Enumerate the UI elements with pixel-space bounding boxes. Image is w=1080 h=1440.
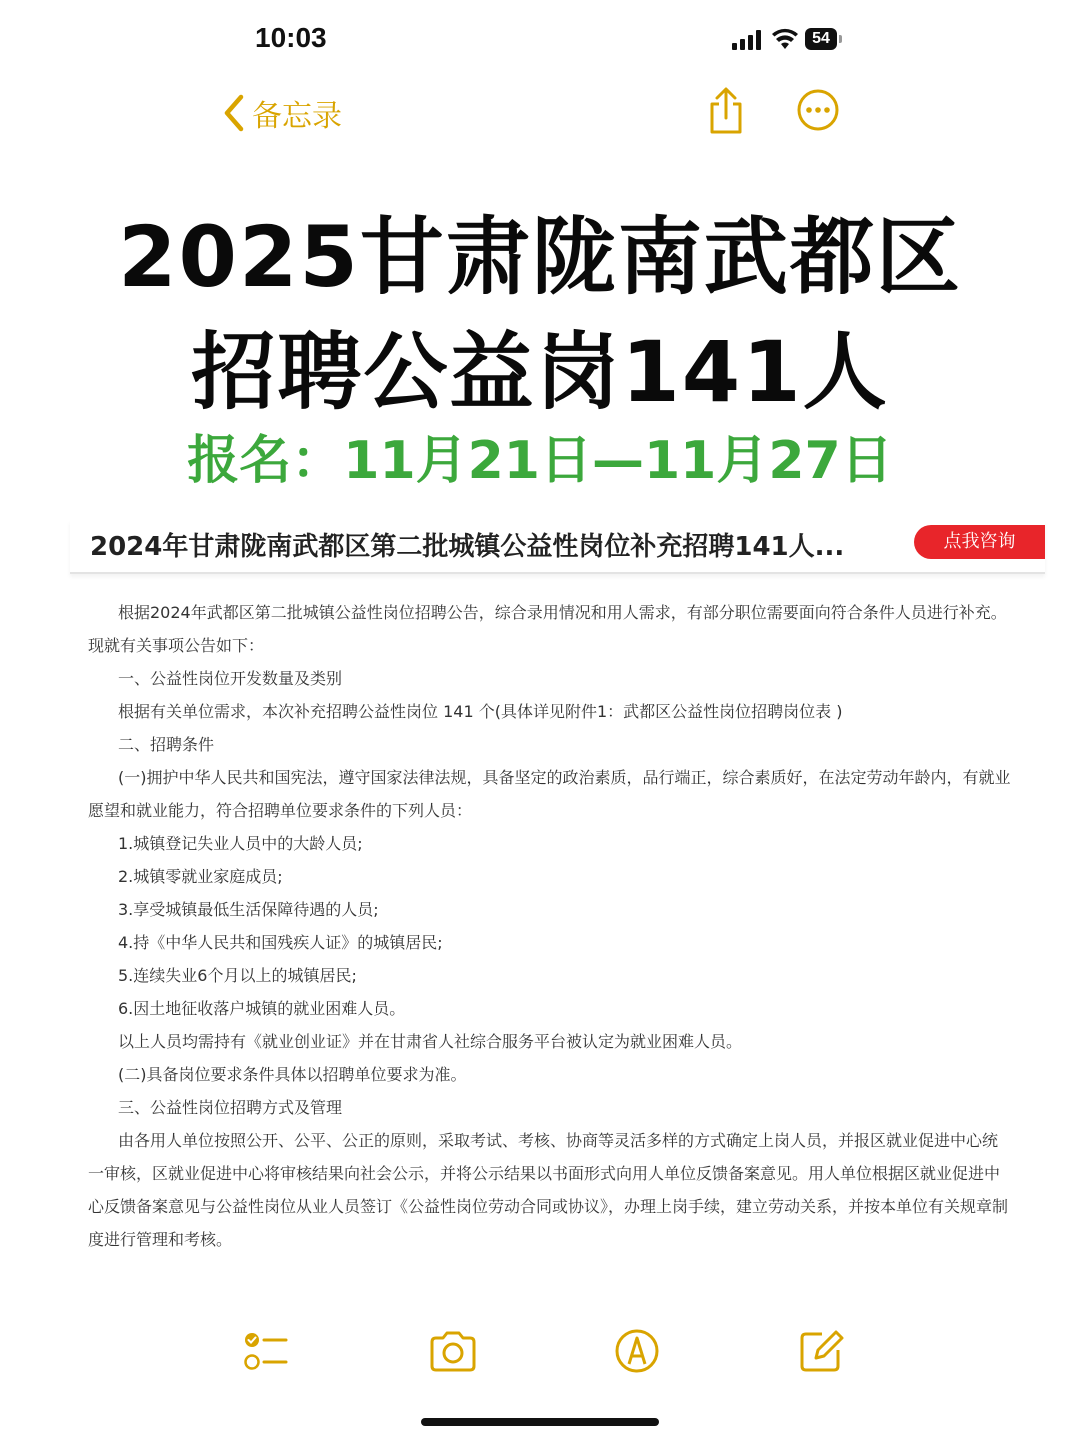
list-item: 5.连续失业6个月以上的城镇居民; [118,966,357,985]
bottom-toolbar [0,1320,1080,1390]
list-item: 3.享受城镇最低生活保障待遇的人员; [118,900,379,919]
headline-line-1: 2025甘肃陇南武都区 [118,208,962,306]
nav-bar [0,80,1080,150]
markup-icon[interactable] [612,1326,662,1376]
home-indicator[interactable] [421,1418,659,1426]
list-item: 4.持《中华人民共和国残疾人证》的城镇居民; [118,933,443,952]
paragraph: (一)拥护中华人民共和国宪法，遵守国家法律法规，具备坚定的政治素质，品行端正，综合素质好，在法定劳动年龄内，有就业愿望和就业能力，符合招聘单位要求条件的下列人员： [88,768,1011,820]
paragraph: 根据有关单位需求，本次补充招聘公益性岗位 141 个(具体详见附件1：武都区公益性岗位招聘岗位表 ) [118,702,843,721]
status-time: 10:03 [255,22,327,53]
status-bar [0,0,1080,80]
camera-icon[interactable] [428,1326,478,1376]
section-heading: 三、公益性岗位招聘方式及管理 [118,1098,343,1117]
list-item: 1.城镇登记失业人员中的大龄人员; [118,834,363,853]
paragraph: (二)具备岗位要求条件具体以招聘单位要求为准。 [118,1065,467,1084]
section-heading: 一、公益性岗位开发数量及类别 [118,669,343,688]
article-title-bar [70,520,1045,574]
article-title: 2024年甘肃陇南武都区第二批城镇公益性岗位补充招聘141人... [90,532,845,562]
checklist-icon[interactable] [240,1326,290,1376]
battery-icon [805,28,843,50]
registration-date: 报名：11月21日—11月27日 [187,431,893,491]
article-body [88,596,1013,1256]
chevron-left-icon [222,93,246,133]
share-icon[interactable] [704,86,748,136]
compose-icon[interactable] [796,1326,846,1376]
list-item: 2.城镇零就业家庭成员; [118,867,283,886]
signal-icon [732,30,764,50]
wifi-icon [772,28,798,50]
more-icon[interactable] [796,88,840,132]
section-heading: 二、招聘条件 [118,735,215,754]
back-label: 备忘录 [252,99,342,134]
paragraph: 根据2024年武都区第二批城镇公益性岗位招聘公告，综合录用情况和用人需求，有部分职位需要面向符合条件人员进行补充。现就有关事项公告如下： [88,603,1007,655]
back-button[interactable] [222,88,342,138]
consult-button[interactable]: 点我咨询 [914,525,1045,559]
headline-line-2: 招聘公益岗141人 [191,323,889,421]
paragraph: 以上人员均需持有《就业创业证》并在甘肃省人社综合服务平台被认定为就业困难人员。 [118,1032,743,1051]
battery-level: 54 [805,28,837,50]
paragraph: 由各用人单位按照公开、公平、公正的原则，采取考试、考核、协商等灵活多样的方式确定上岗人员，并报区就业促进中心统一审核，区就业促进中心将审核结果向社会公示，并将公示结果以书面形式向用人单位反馈备案意见。用人单位根据区就业促进中心反馈备案意见与公益性岗位从业人员签订《公益性岗位劳动合同或协议》，办理上岗手续，建立劳动关系，并按本单位有关规章制度进行管理和考核。 [88,1131,1009,1249]
list-item: 6.因土地征收落户城镇的就业困难人员。 [118,999,406,1018]
